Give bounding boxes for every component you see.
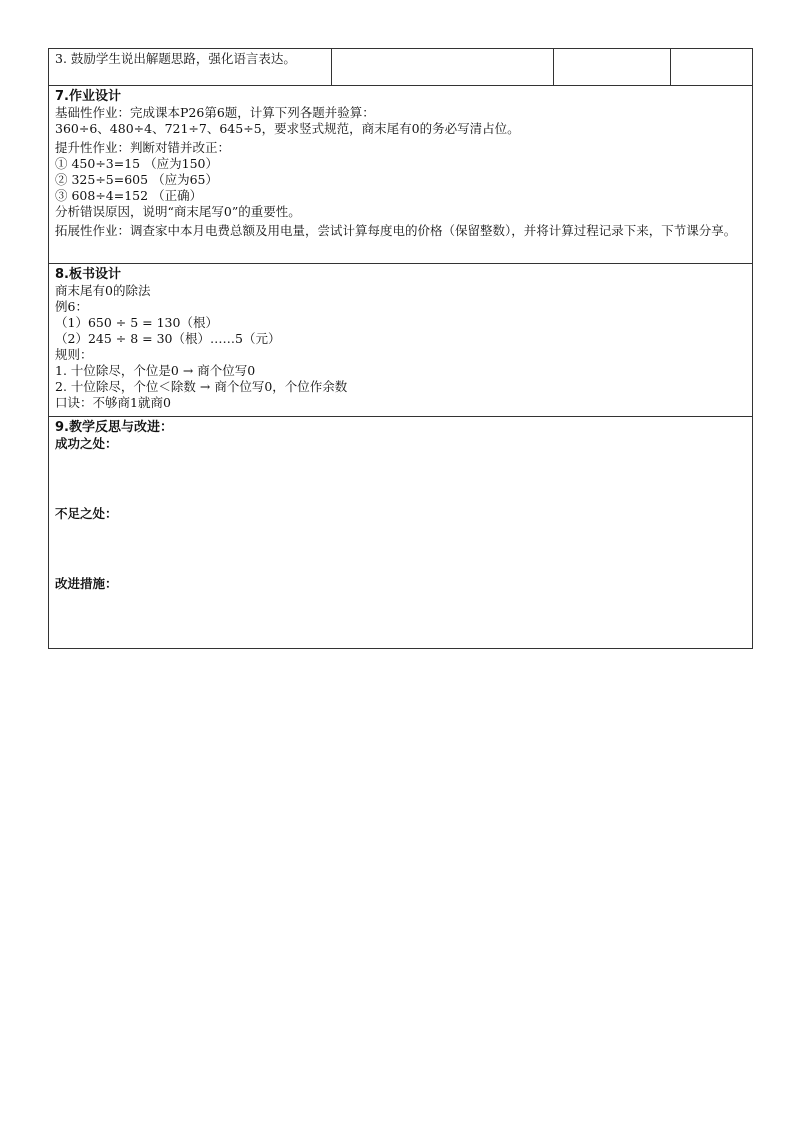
board-title: 8.板书设计	[55, 267, 121, 282]
reflection-improvement-block	[55, 576, 746, 592]
homework-advanced-item: ② 325÷5=605 （应为65）	[55, 172, 218, 187]
board-line: 2. 十位除尽，个位＜除数 → 商个位写0，个位作余数	[55, 379, 348, 394]
top-row-text: 3. 鼓励学生说出解题思路，强化语言表达。	[49, 49, 332, 86]
top-row-cell-2	[332, 49, 554, 86]
reflection-section	[49, 417, 753, 649]
reflection-shortcoming-block	[55, 506, 746, 576]
homework-advanced-item: ① 450÷3=15 （应为150）	[55, 156, 218, 171]
board-line: 1. 十位除尽，个位是0 → 商个位写0	[55, 363, 256, 378]
reflection-title: 9.教学反思与改进：	[55, 420, 173, 435]
homework-advanced-note: 分析错误原因，说明“商末尾写0”的重要性。	[55, 204, 301, 219]
homework-basic-items: 360÷6、480÷4、721÷7、645÷5，要求竖式规范，商末尾有0的务必写清占位。	[55, 121, 520, 136]
lesson-plan-table	[48, 48, 753, 649]
board-line: 商末尾有0的除法	[55, 283, 151, 298]
lesson-plan-page	[48, 48, 752, 649]
homework-extended: 拓展性作业：调查家中本月电费总额及用电量，尝试计算每度电的价格（保留整数），并将计算过程记录下来，下节课分享。	[55, 223, 737, 238]
top-continuation-row	[49, 49, 753, 86]
homework-basic-label: 基础性作业：完成课本P26第6题，计算下列各题并验算：	[55, 105, 375, 120]
top-row-cell-3	[554, 49, 671, 86]
homework-section	[49, 86, 753, 264]
homework-title: 7.作业设计	[55, 89, 121, 104]
board-line: （1）650 ÷ 5 = 130（根）	[55, 315, 218, 330]
board-line: 规则：	[55, 347, 93, 362]
board-line: 口诀：不够商1就商0	[55, 395, 171, 410]
homework-advanced-item: ③ 608÷4=152 （正确）	[55, 188, 203, 203]
top-row-cell-4	[671, 49, 753, 86]
board-line: （2）245 ÷ 8 = 30（根）……5（元）	[55, 331, 281, 346]
reflection-shortcoming-label: 不足之处：	[55, 506, 118, 521]
board-design-section	[49, 264, 753, 417]
reflection-success-block	[55, 436, 746, 506]
reflection-success-label: 成功之处：	[55, 436, 118, 451]
homework-advanced-label: 提升性作业：判断对错并改正：	[55, 140, 231, 155]
board-line: 例6：	[55, 299, 88, 314]
reflection-improvement-label: 改进措施：	[55, 576, 118, 591]
